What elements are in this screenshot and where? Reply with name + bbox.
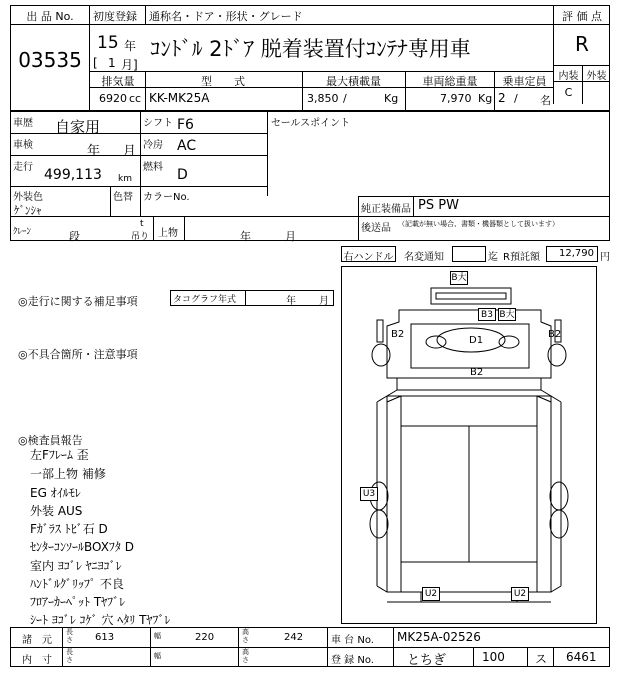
history-value: 自家用 [55, 118, 101, 136]
handle-value: 右ハンドル [343, 252, 394, 263]
crane-ton: 吊り [131, 232, 150, 242]
reg-year-unit: 年 [124, 39, 137, 53]
max-load-unit: Kg [384, 92, 399, 105]
damage-code-cab-b: B大 [499, 310, 515, 320]
length-value: 613 [95, 632, 115, 643]
name-change-box [452, 246, 486, 262]
aftermarket-note: （記載が無い場合、書類・機器類として扱います） [398, 220, 559, 228]
sales-point-label: セールスポイント [271, 118, 351, 129]
height-label: 高さ [242, 628, 249, 644]
recycle-amount: 12,790 [559, 248, 594, 259]
interior-label: 内装 [558, 71, 579, 82]
tachograph-month: 月 [319, 296, 329, 307]
first-reg-label: 初度登録 [93, 10, 137, 23]
displacement-unit: cc [129, 92, 142, 105]
chassis-label: 車 台 No. [331, 635, 374, 646]
grade-value: R [575, 32, 589, 56]
inspector-item: EG ｵｲﾙﾓﾚ [30, 486, 81, 500]
shift-value: F6 [177, 117, 194, 133]
lift-year: 年 [240, 230, 251, 243]
chassis-value: MK25A-02526 [397, 630, 481, 644]
history-label: 車歴 [13, 118, 33, 129]
color-label: 外装色 [13, 192, 43, 203]
fuel-label: 燃料 [143, 162, 163, 173]
inspector-item: ﾌﾛｱｰｶｰﾍﾟｯﾄ Tﾔﾌﾞﾚ [30, 595, 126, 609]
damage-code-front: B2 [470, 367, 484, 378]
ac-label: 冷房 [143, 140, 163, 151]
defects-label: ◎不具合箇所・注意事項 [18, 348, 138, 361]
truck-diagram [341, 266, 597, 624]
gross-weight-unit: Kg [478, 92, 493, 105]
type-code: KK-MK25A [149, 91, 210, 105]
damage-code-right-door: B2 [548, 329, 562, 340]
inspector-item: ﾊﾝﾄﾞﾙｸﾞﾘｯﾌﾟ 不良 [30, 577, 124, 591]
type-label: 型 式 [201, 75, 245, 88]
damage-code-left-side: U3 [360, 487, 378, 501]
reg-class: 100 [482, 650, 505, 664]
max-load-label: 最大積載量 [326, 75, 381, 88]
inspector-report-label: ◎検査員報告 [18, 434, 83, 447]
mileage-unit: km [118, 174, 132, 184]
gross-weight-value: 7,970 [440, 92, 472, 105]
height-value: 242 [284, 632, 304, 643]
width-label: 幅 [154, 632, 161, 640]
gross-weight-label: 車両総重量 [422, 75, 478, 88]
color-code-label: カラーNo. [143, 192, 190, 203]
tachograph-label: タコグラフ年式 [173, 295, 237, 305]
color-value: ｹﾞﾝｼｬ [14, 204, 42, 217]
capacity-slash: / [514, 92, 518, 105]
tachograph-year: 年 [286, 296, 296, 307]
inspection-month: 月 [123, 144, 137, 159]
reg-month-close: 月] [121, 58, 138, 72]
damage-code-dash: D1 [469, 335, 484, 346]
length-label: 長さ [66, 628, 73, 644]
damage-code-roof: B大 [451, 273, 467, 283]
mileage-label: 走行 [13, 162, 33, 173]
height-label-2: 高さ [242, 648, 249, 664]
inspector-item: 一部上物 補修 [30, 467, 106, 481]
inspector-item: ｼｰﾄ ﾖｺﾞﾚ ｺｹﾞ 穴 ﾍﾀﾘ Tﾔﾌﾞﾚ [30, 613, 171, 627]
inspection-label: 車検 [13, 140, 33, 151]
capacity-value: 2 [498, 91, 506, 105]
damage-code-cab-b3: B3 [478, 308, 496, 321]
max-load-value: 3,850 [307, 92, 339, 105]
crane-stage: 段 [69, 230, 80, 243]
width-label-2: 幅 [154, 652, 161, 660]
crane-label: ｸﾚｰﾝ [13, 227, 32, 237]
grade-label: 評 価 点 [562, 10, 602, 23]
name-change-label: 名変通知 [404, 252, 444, 263]
inspector-item: 室内 ﾖｺﾞﾚ ﾔﾆﾖｺﾞﾚ [30, 559, 122, 573]
inspection-year: 年 [87, 144, 101, 159]
lot-number: 03535 [18, 48, 82, 72]
damage-code-rear-right: U2 [511, 587, 529, 601]
max-load-slash: / [343, 92, 347, 105]
capacity-unit: 名 [540, 94, 551, 107]
capacity-label: 乗車定員 [502, 75, 547, 88]
reg-number: 6461 [566, 650, 597, 664]
reg-month: 1 [108, 56, 116, 70]
lot-label: 出 品 No. [26, 10, 74, 23]
recycle-label: R預託額 [503, 252, 540, 263]
displacement-value: 6920 [99, 92, 127, 105]
car-name: ｺﾝﾄﾞﾙ 2ﾄﾞｱ 脱着装置付ｺﾝﾃﾅ専用車 [150, 37, 471, 61]
reg-region: とちぎ [407, 653, 447, 668]
interior-grade: C [564, 86, 573, 99]
dims-label: 諸 元 [22, 635, 52, 646]
inspector-item: Fｶﾞﾗｽ ﾄﾋﾞ石 D [30, 522, 108, 536]
recycle-unit: 円 [600, 252, 610, 263]
drive-notes-label: ◎走行に関する補足事項 [18, 295, 138, 308]
crane-ton-t: t [140, 219, 144, 229]
width-value: 220 [195, 632, 215, 643]
lift-label: 上物 [158, 228, 178, 239]
displacement-label: 排気量 [101, 75, 135, 88]
reg-no-label: 登 録 No. [331, 655, 374, 666]
ac-value: AC [177, 138, 197, 154]
inspector-item: ｾﾝﾀｰｺﾝｿｰﾙBOXﾌﾀ D [30, 540, 134, 554]
genuine-value: PS PW [418, 198, 459, 213]
rebate-label: 迄 [488, 252, 498, 263]
interior-dims-label: 内 寸 [22, 655, 52, 666]
mileage-value: 499,113 [44, 167, 102, 183]
genuine-label: 純正装備品 [361, 204, 411, 215]
reg-kana: ス [535, 652, 548, 666]
reg-month-open: [ [93, 56, 98, 70]
exterior-label: 外装 [586, 71, 607, 82]
damage-code-left-door: B2 [391, 329, 405, 340]
model-label: 通称名・ドア・形状・グレード [149, 10, 303, 23]
fuel-value: D [177, 167, 188, 183]
inspector-item: 外装 AUS [30, 504, 83, 518]
inspector-item: 左Fﾌﾚｰﾑ 歪 [30, 448, 89, 462]
lift-month: 月 [285, 230, 296, 243]
aftermarket-label: 後送品 [361, 223, 391, 234]
reg-year: 15 [97, 33, 119, 53]
shift-label: シフト [143, 118, 173, 129]
damage-code-rear-left: U2 [422, 587, 440, 601]
length-label-2: 長さ [66, 648, 73, 664]
color-change-label: 色替 [113, 192, 133, 203]
